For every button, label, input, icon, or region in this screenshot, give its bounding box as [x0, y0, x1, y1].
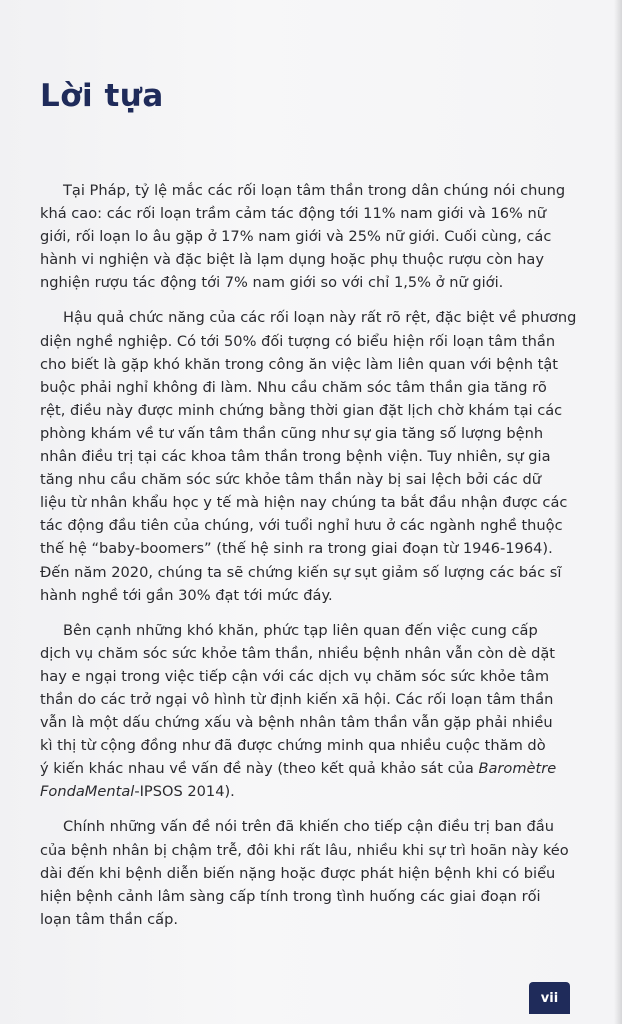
text-line: khá cao: các rối loạn trầm cảm tác động tới 11% nam giới và 16% nữ [40, 205, 547, 223]
page-edge-shadow [614, 0, 622, 1024]
text-line: kì thị từ cộng đồng như đã được chứng minh qua nhiều cuộc thăm dò [40, 737, 546, 755]
text-segment: ý kiến khác nhau về vấn đề này (theo kết quả khảo sát của [40, 760, 474, 778]
text-segment: -IPSOS 2014). [134, 783, 235, 801]
text-line: thế hệ “baby-boomers” (thế hệ sinh ra trong giai đoạn từ 1946-1964). [40, 540, 553, 558]
text-line: hành nghề tới gần 30% đạt tới mức đáy. [40, 586, 333, 604]
text-line: vẫn là một dấu chứng xấu và bệnh nhân tâm thần vẫn gặp phải nhiều [40, 714, 553, 732]
text-line: nhân điều trị tại các khoa tâm thần trong bệnh viện. Tuy nhiên, sự gia [40, 448, 551, 466]
text-line: nghiện rượu tác động tới 7% nam giới so với chỉ 1,5% ở nữ giới. [40, 274, 504, 292]
text-line [40, 757, 593, 780]
text-line: hành vi nghiện và đặc biệt là lạm dụng hoặc phụ thuộc rượu còn hay [40, 251, 544, 269]
text-line: cho biết là gặp khó khăn trong công ăn việc làm liên quan với bệnh tật [40, 355, 558, 373]
text-line: tăng nhu cầu chăm sóc sức khỏe tâm thần này bị sai lệch bởi các dữ [40, 471, 542, 489]
italic-source: FondaMental [40, 783, 135, 801]
text-line: rệt, điều này được minh chứng bằng thời gian đặt lịch chờ khám tại các [40, 401, 563, 419]
text-line: buộc phải nghỉ không đi làm. Nhu cầu chăm sóc tâm thần gia tăng rõ [40, 378, 547, 396]
page-title: Lời tựa [40, 78, 164, 114]
text-line: Hậu quả chức năng của các rối loạn này rất rõ rệt, đặc biệt về phương [63, 309, 577, 327]
paragraph-4 [40, 815, 593, 930]
text-line: thần do các trở ngại vô hình từ định kiến xã hội. Các rối loạn tâm thần [40, 690, 554, 708]
text-line: hay e ngại trong việc tiếp cận với các dịch vụ chăm sóc sức khỏe tâm [40, 667, 550, 685]
text-line: Chính những vấn đề nói trên đã khiến cho tiếp cận điều trị ban đầu [63, 818, 554, 836]
text-line [40, 780, 593, 803]
text-line: Tại Pháp, tỷ lệ mắc các rối loạn tâm thần trong dân chúng nói chung [63, 182, 566, 199]
text-line: dịch vụ chăm sóc sức khỏe tâm thần, nhiều bệnh nhân vẫn còn dè dặt [40, 644, 555, 662]
text-line: loạn tâm thần cấp. [40, 910, 179, 928]
page-number: vii [540, 990, 559, 1006]
text-line: hiện bệnh cảnh lâm sàng cấp tính trong tình huống các giai đoạn rối [40, 887, 541, 905]
italic-source: Baromètre [478, 760, 557, 778]
text-line: dài đến khi bệnh diễn biến nặng hoặc được phát hiện bệnh khi có biểu [40, 864, 556, 882]
text-line: liệu từ nhân khẩu học y tế mà hiện nay chúng ta bắt đầu nhận được các [40, 494, 568, 512]
text-line: diện nghề nghiệp. Có tới 50% đối tượng có biểu hiện rối loạn tâm thần [40, 332, 556, 350]
text-line: phòng khám về tư vấn tâm thần cũng như sự gia tăng số lượng bệnh [40, 424, 544, 442]
body-text [40, 179, 593, 943]
page-number-badge [529, 982, 570, 1014]
paragraph-1 [40, 179, 593, 294]
paragraph-2 [40, 306, 593, 606]
text-line: tác động đầu tiên của chúng, với tuổi nghỉ hưu ở các ngành nghề thuộc [40, 517, 563, 535]
text-line: giới, rối loạn lo âu gặp ở 17% nam giới và 25% nữ giới. Cuối cùng, các [40, 228, 552, 246]
paragraph-3 [40, 619, 593, 804]
text-line: của bệnh nhân bị chậm trễ, đôi khi rất lâu, nhiều khi sự trì hoãn này kéo [40, 841, 569, 859]
text-line: Đến năm 2020, chúng ta sẽ chứng kiến sự sụt giảm số lượng các bác sĩ [40, 563, 562, 581]
text-line: Bên cạnh những khó khăn, phức tạp liên quan đến việc cung cấp [63, 621, 538, 639]
